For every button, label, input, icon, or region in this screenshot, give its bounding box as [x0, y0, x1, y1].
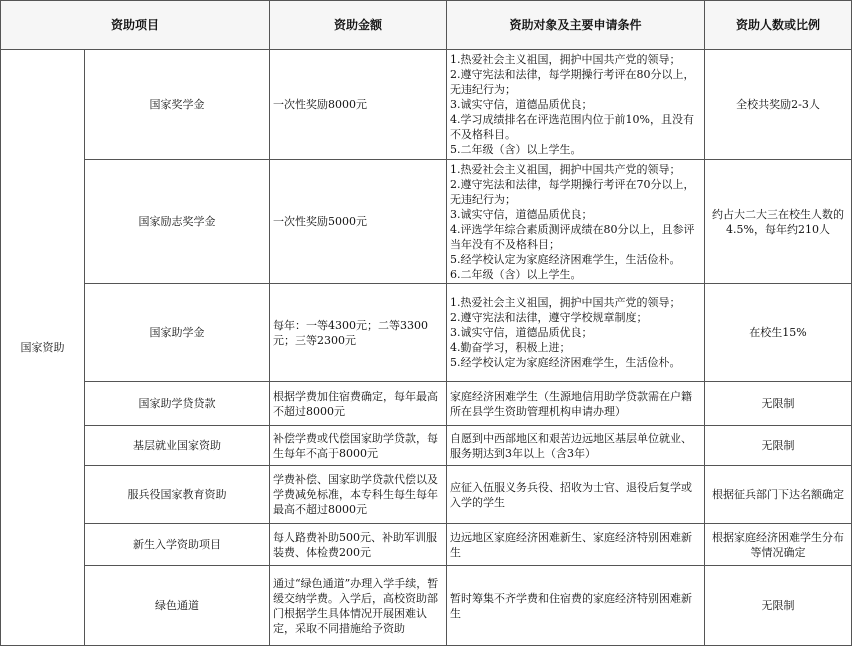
condition-line: 1.热爱社会主义祖国，拥护中国共产党的领导； [450, 296, 681, 309]
row-conditions: 边远地区家庭经济困难新生、家庭经济特别困难新生 [447, 524, 705, 566]
category-cell: 国家资助 [1, 50, 85, 646]
row-name: 国家奖学金 [85, 50, 270, 160]
table-row [1, 382, 852, 426]
row-count: 全校共奖励2-3人 [705, 50, 852, 160]
table-row [1, 50, 852, 160]
row-name: 基层就业国家资助 [85, 426, 270, 466]
header-row [1, 1, 852, 50]
condition-line: 3.诚实守信，道德品质优良； [450, 98, 593, 111]
row-amount: 根据学费加住宿费确定，每年最高不超过8000元 [270, 382, 447, 426]
row-name: 服兵役国家教育资助 [85, 466, 270, 524]
row-name: 新生入学资助项目 [85, 524, 270, 566]
condition-line: 2.遵守宪法和法律，每学期操行考评在80分以上，无违纪行为； [450, 68, 695, 96]
header-count: 资助人数或比例 [705, 1, 852, 50]
header-amount: 资助金额 [270, 1, 447, 50]
condition-line: 4.评选学年综合素质测评成绩在80分以上，且参评当年没有不及格科目； [450, 222, 695, 251]
row-name: 国家助学金 [85, 284, 270, 382]
condition-line: 6.二年级（含）以上学生。 [450, 267, 582, 281]
row-amount: 一次性奖励8000元 [270, 50, 447, 160]
condition-line: 3.诚实守信，道德品质优良； [450, 326, 593, 339]
table-row [1, 466, 852, 524]
header-project: 资助项目 [1, 1, 270, 50]
condition-line: 4.勤奋学习，积极上进； [450, 341, 571, 354]
row-conditions: 应征入伍服义务兵役、招收为士官、退役后复学或入学的学生 [447, 466, 705, 524]
row-count: 无限制 [705, 426, 852, 466]
condition-line: 3.诚实守信，道德品质优良； [450, 207, 593, 221]
row-count: 在校生15% [705, 284, 852, 382]
row-amount: 补偿学费或代偿国家助学贷款，每生每年不高于8000元 [270, 426, 447, 466]
row-amount: 学费补偿、国家助学贷款代偿以及学费减免标准，本专科生每生每年最高不超过8000元 [270, 466, 447, 524]
condition-line: 5.经学校认定为家庭经济困难学生，生活俭朴。 [450, 356, 681, 369]
condition-line: 1.热爱社会主义祖国，拥护中国共产党的领导； [450, 162, 681, 176]
row-conditions: 暂时筹集不齐学费和住宿费的家庭经济特别困难新生 [447, 566, 705, 646]
condition-line: 2.遵守宪法和法律，每学期操行考评在70分以上，无违纪行为； [450, 177, 695, 206]
row-name: 国家助学贷贷款 [85, 382, 270, 426]
condition-line: 2.遵守宪法和法律，遵守学校规章制度； [450, 311, 648, 324]
row-amount: 一次性奖励5000元 [270, 160, 447, 284]
table-row [1, 426, 852, 466]
condition-line: 1.热爱社会主义祖国，拥护中国共产党的领导； [450, 53, 681, 66]
table-row [1, 566, 852, 646]
condition-line: 5.经学校认定为家庭经济困难学生，生活俭朴。 [450, 252, 681, 266]
row-amount: 每人路费补助500元、补助军训服装费、体检费200元 [270, 524, 447, 566]
row-count: 根据征兵部门下达名额确定 [705, 466, 852, 524]
row-count: 根据家庭经济困难学生分布等情况确定 [705, 524, 852, 566]
row-count: 约占大二大三在校生人数的4.5%，每年约210人 [705, 160, 852, 284]
header-target: 资助对象及主要申请条件 [447, 1, 705, 50]
row-amount: 每年：一等4300元；二等3300元；三等2300元 [270, 284, 447, 382]
table-row [1, 524, 852, 566]
row-count: 无限制 [705, 566, 852, 646]
row-conditions: 自愿到中西部地区和艰苦边远地区基层单位就业、服务期达到3年以上（含3年） [447, 426, 705, 466]
table-row [1, 284, 852, 382]
table-row [1, 160, 852, 284]
row-conditions: 家庭经济困难学生（生源地信用助学贷款需在户籍所在县学生资助管理机构申请办理） [447, 382, 705, 426]
row-name: 绿色通道 [85, 566, 270, 646]
row-amount: 通过“绿色通道”办理入学手续，暂缓交纳学费。入学后，高校资助部门根据学生具体情况开展困难认定，采取不同措施给予资助 [270, 566, 447, 646]
row-conditions [447, 284, 705, 382]
row-count: 无限制 [705, 382, 852, 426]
condition-line: 4.学习成绩排名在评选范围内位于前10%，且没有不及格科目。 [450, 113, 694, 141]
condition-line: 5.二年级（含）以上学生。 [450, 143, 582, 156]
row-name: 国家励志奖学金 [85, 160, 270, 284]
row-conditions [447, 160, 705, 284]
row-conditions [447, 50, 705, 160]
